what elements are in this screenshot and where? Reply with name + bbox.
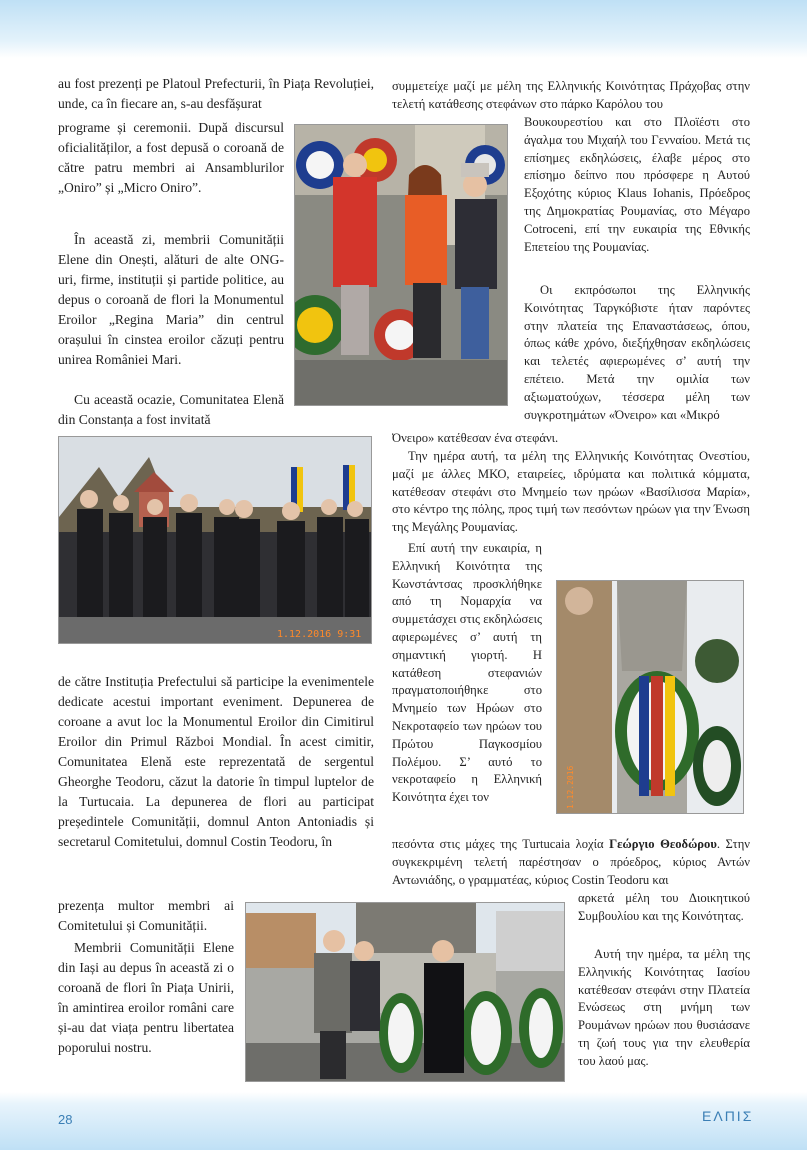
photo-monument-wreath xyxy=(556,580,744,814)
el-paragraph-4-cont: πεσόντα στις μάχες της Turtucaia λοχία Γεώργιο Θεοδώρου. Στην συγκεκριμένη τελετή παρέστησαν ο πρόεδρος, κύριος Αντών Αντωνιάδης, ο γραμματέας, κύριος Costin Teodoru και xyxy=(392,837,750,887)
photo-girls-wreaths xyxy=(294,124,508,406)
el-paragraph-5: Αυτή την ημέρα, τα μέλη της Ελληνικής Κοινότητας Ιασίου κατέθεσαν στεφάνι στην Πλατεία Ενώσεως στη μνήμη των Ρουμάνων ηρώων που θυσιάσανε τη ζωή τους για την ελευθερία του λαού μας. xyxy=(578,947,750,1068)
ro-paragraph-1-cont: programe și ceremonii. După discursul oficialităților, a fost depusă o coroană de către patru membri ai Ansamblurilor „Oniro” și „Micro Oniro”. xyxy=(58,120,284,195)
soldier-name: Γεώργιο Θεοδώρου xyxy=(609,837,717,851)
photo-date-stamp: 1.12.2016 9:31 xyxy=(277,629,362,640)
header-band xyxy=(0,0,807,58)
el-paragraph-4-end: αρκετά μέλη του Διοικητικού Συμβουλίου και της Κοινότητας. xyxy=(578,891,750,923)
page-number: 28 xyxy=(58,1112,73,1127)
ro-paragraph-2: În această zi, membrii Comunității Elene din Onești, alături de alte ONG-uri, firme, instituții și partide politice, au depus o coroană de flori la Monumentul Eroilor „Regina Maria” din centrul orașului în cinstea eroilor căzuți pentru unirea României Mari. xyxy=(58,232,284,367)
ro-paragraph-1: au fost prezenți pe Platoul Prefecturii, în Piața Revoluției, unde, ca în fiecare an, s-au desfășurat xyxy=(58,76,374,111)
ro-paragraph-4-cont: prezența multor membri ai Comitetului și Comunității. xyxy=(58,898,234,933)
footer-band xyxy=(0,1092,807,1150)
ro-paragraph-3: Cu această ocazie, Comunitatea Elenă din Constanța a fost invitată xyxy=(58,392,284,427)
el-paragraph-4: Επί αυτή την ευκαιρία, η Ελληνική Κοινότητα της Κωνστάντσας προσκλήθηκε από τη Νομαρχία να συμμετάσχει στις εκδηλώσεις αφιερωμένες σ’ αυτή τη σημαντική γιορτή. Η κατάθεση στεφανιών πραγματοποιήθηκε στο Μνημείο των Ηρώων στο Νεκροταφείο των ηρώων του Πρώτου Παγκοσμίου Πολέμου. Σ’ αυτό το νεκροταφείο η Ελληνική Κοινότητα έχει τον xyxy=(392,541,542,805)
photo-iasi-wreaths xyxy=(245,902,565,1082)
el-paragraph-1: συμμετείχε μαζί με μέλη της Ελληνικής Κοινότητας Πράχοβας στην τελετή κατάθεσης στεφάνων στο πάρκο Καρόλου του xyxy=(392,79,750,111)
ro-paragraph-4: de către Instituția Prefectului să participe la evenimentele dedicate acestui important eveniment. Depunerea de coroane a avut loc la Monumentul Eroilor din Cimitirul Eroilor din Primul Război Mondial. În acest cimitir, Comunitatea Elenă este reprezentată de sergentul Gheorghe Teodoru, căzut la datorie în timpul luptelor de la Turtucaia. La depunerea de flori au participat președintele Comunității, domnul Anton Antoniadis și secretarul Comitetului, domnul Costin Teodoru, în xyxy=(58,674,374,849)
el-paragraph-3: Την ημέρα αυτή, τα μέλη της Ελληνικής Κοινότητας Ονεστίου, μαζί με άλλες ΜΚΟ, εταιρείες, ιδρύματα και πολιτικά κόμματα, κατέθεσαν στεφάνι στο Μνημείο των ηρώων «Βασίλισσα Μαρία», στο κέντρο της πόλης, προς τιμή των πεσόντων ηρώων για την Ένωση της Μεγάλης Ρουμανίας. xyxy=(392,449,750,535)
journal-title: ΕΛΠΙΣ xyxy=(702,1108,754,1124)
el-paragraph-1-cont: Βουκουρεστίου και στο Πλοϊέστι στο άγαλμα του Μιχαήλ του Γενναίου. Μετά τις επίσημες εκδηλώσεις, έλαβε μέρος στο επίσημο δείπνο που πρόσφερε η Αυτού Εξοχότης κύριος Klaus Iohanis, Πρόεδρος της Δημοκρατίας Ρουμανίας, στο Μέγαρο Cotroceni, επί την ευκαιρία της Εθνικής Επετείου της Ρουμανίας. xyxy=(524,115,750,254)
el-paragraph-2-cont: Όνειρο» κατέθεσαν ένα στεφάνι. xyxy=(392,431,559,445)
photo-crowd-ceremony xyxy=(58,436,372,644)
el-paragraph-2: Οι εκπρόσωποι της Ελληνικής Κοινότητας Ταργκόβιστε ήταν παρόντες στην πλατεία της Επαναστάσεως, όπου, όπως κάθε χρόνο, διεξήχθησαν εκδηλώσεις και τελετές αφιερωμένες σ’ αυτή την επέτειο. Μετά την ομιλία των αξιωματούχων, τέσσερα μέλη των συγκροτημάτων «Όνειρο» και «Μικρό xyxy=(524,283,750,422)
photo-date-stamp-2: 1.12.2016 xyxy=(566,765,575,809)
ro-paragraph-5: Membrii Comunității Elene din Iași au depus în această zi o coroană de flori în Piața Unirii, în amintirea eroilor români care și-au dat viața pentru libertatea poporului nostru. xyxy=(58,940,234,1055)
